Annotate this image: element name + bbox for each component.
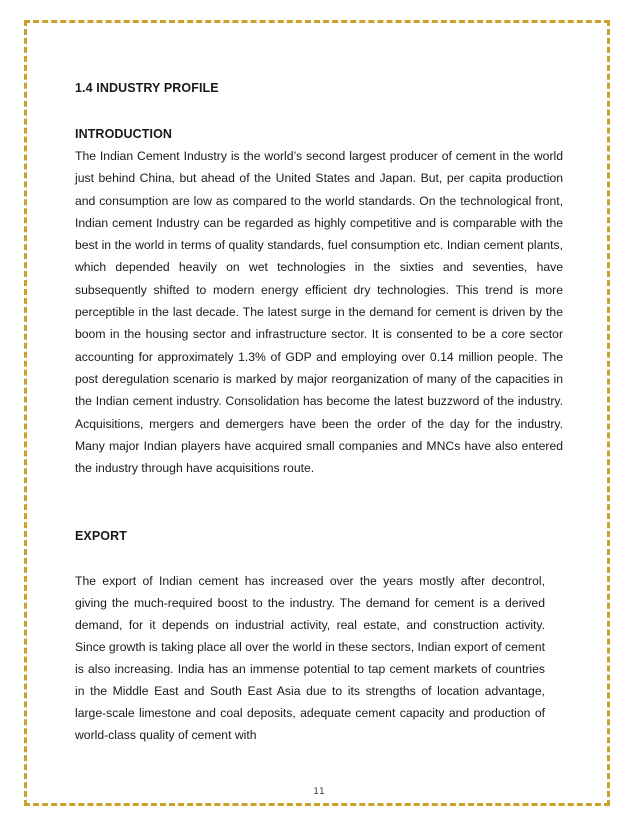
introduction-heading: INTRODUCTION: [75, 127, 173, 141]
export-paragraph: The export of Indian cement has increased over the years mostly after decontrol, giving the much-required boost to the industry. The demand for cement is a derived demand, for it depends on industrial activity, real estate, and construction activity. Since growth is taking place all over the world in these sectors, Indian export of cement is also increasing. India has an immense potential to tap cement markets of countries in the Middle East and South East Asia due to its strengths of location advantage, large-scale limestone and coal deposits, adequate cement capacity and production of world-class quality of cement with: [75, 574, 545, 742]
export-heading: EXPORT: [75, 529, 127, 543]
page-number: 11: [313, 787, 325, 797]
section-title: 1.4 INDUSTRY PROFILE: [75, 81, 219, 95]
introduction-paragraph: The Indian Cement Industry is the world’s second largest producer of cement in the world just behind China, but ahead of the United States and Japan. But, per capita production and consumption are low as compared to the world standards. On the technological front, Indian cement Industry can be regarded as highly competitive and is comparable with the best in the world in terms of quality standards, fuel consumption etc. Indian cement plants, which depended heavily on wet technologies in the sixties and seventies, have subsequently shifted to modern energy efficient dry technologies. This trend is more perceptible in the last decade. The latest surge in the demand for cement is driven by the boom in the housing sector and infrastructure sector. It is consented to be a core sector accounting for approximately 1.3% of GDP and employing over 0.14 million people. The post deregulation scenario is marked by major reorganization of many of the capacities in the Indian cement industry. Consolidation has become the latest buzzword of the industry. Acquisitions, mergers and demergers have been the order of the day for the industry. Many major Indian players have acquired small companies and MNCs have also entered the industry through have acquisitions route.: [75, 149, 563, 476]
